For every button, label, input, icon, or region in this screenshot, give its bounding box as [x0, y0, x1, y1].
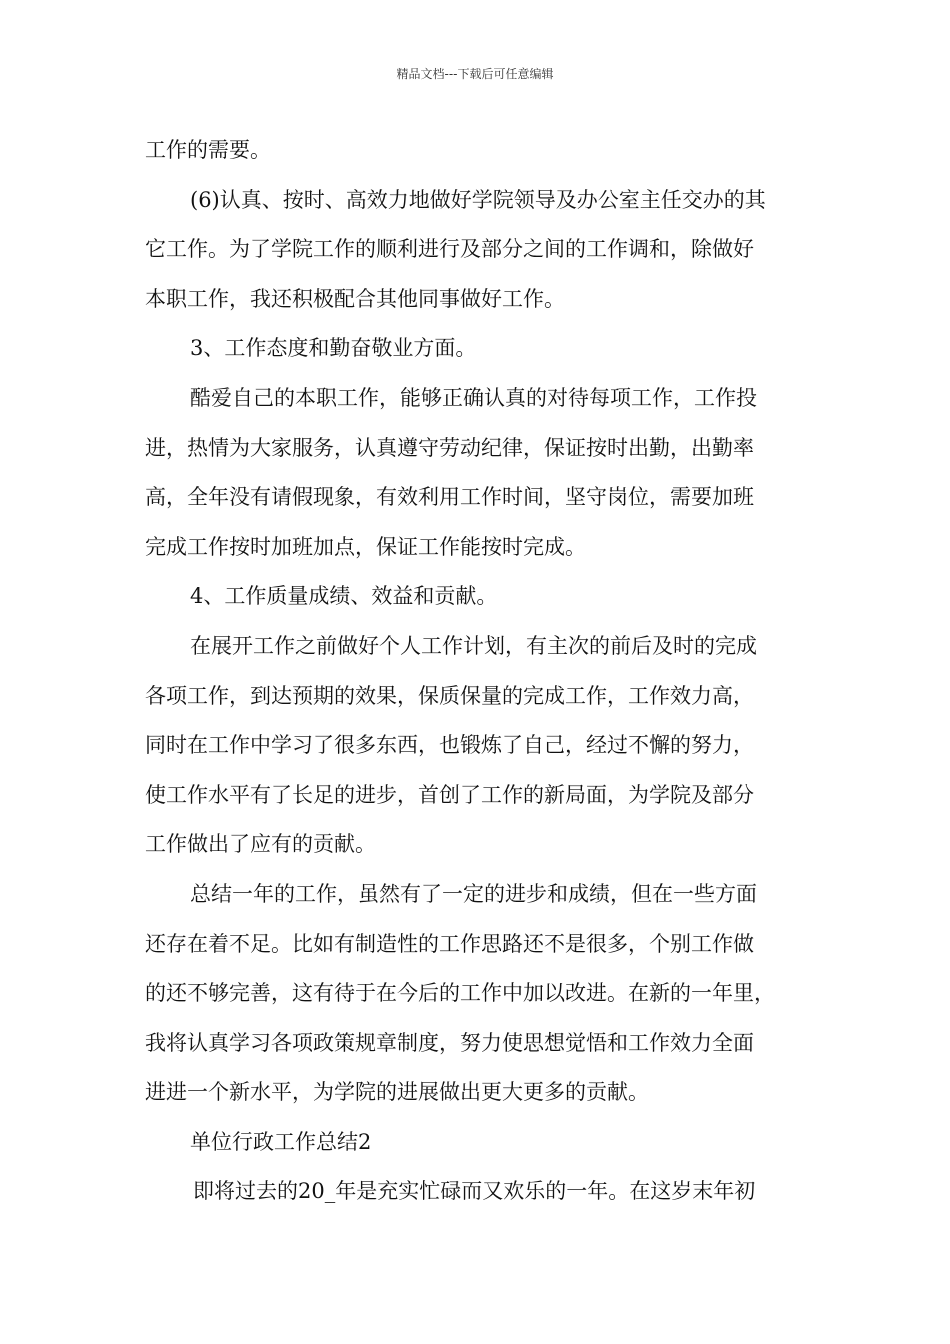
- text-line: 在展开工作之前做好个人工作计划，有主次的前后及时的完成: [190, 633, 757, 658]
- text-line: 即将过去的20_年是充实忙碌而又欢乐的一年。在这岁末年初: [193, 1179, 756, 1204]
- text-line: 还存在着不足。比如有制造性的工作思路还不是很多，个别工作做: [145, 931, 754, 956]
- text-line: (6)认真、按时、高效力地做好学院领导及办公室主任交办的其: [190, 187, 766, 212]
- section-heading: 4、工作质量成绩、效益和贡献。: [190, 584, 498, 609]
- text-line: 完成工作按时加班加点，保证工作能按时完成。: [145, 534, 586, 559]
- text-line: 进，热情为大家服务，认真遵守劳动纪律，保证按时出勤，出勤率: [145, 435, 754, 460]
- text-line: 高，全年没有请假现象，有效利用工作时间，坚守岗位，需要加班: [145, 485, 754, 510]
- page-header: [0, 66, 950, 82]
- page-header-text: 精品文档---下载后可任意编辑: [396, 67, 554, 81]
- text-line: 同时在工作中学习了很多东西，也锻炼了自己，经过不懈的努力，: [145, 733, 754, 758]
- text-line: 总结一年的工作，虽然有了一定的进步和成绩，但在一些方面: [190, 881, 757, 906]
- document-body: [145, 126, 815, 1217]
- text-line: 工作做出了应有的贡献。: [145, 832, 376, 857]
- text-line: 酷爱自己的本职工作，能够正确认真的对待每项工作，工作投: [190, 385, 757, 410]
- text-line: 的还不够完善，这有待于在今后的工作中加以改进。在新的一年里，: [145, 981, 775, 1006]
- text-line: 进进一个新水平，为学院的进展做出更大更多的贡献。: [145, 1080, 649, 1105]
- text-line: 本职工作，我还积极配合其他同事做好工作。: [145, 286, 565, 311]
- text-line: 工作的需要。: [145, 138, 271, 162]
- text-line: 各项工作，到达预期的效果，保质保量的完成工作，工作效力高，: [145, 683, 754, 708]
- section-title: 单位行政工作总结2: [190, 1129, 372, 1154]
- text-line: 它工作。为了学院工作的顺利进行及部分之间的工作调和，除做好: [145, 237, 754, 262]
- text-line: 使工作水平有了长足的进步，首创了工作的新局面，为学院及部分: [145, 782, 754, 807]
- section-heading: 3、工作态度和勤奋敬业方面。: [190, 336, 477, 361]
- text-line: 我将认真学习各项政策规章制度，努力使思想觉悟和工作效力全面: [145, 1030, 754, 1055]
